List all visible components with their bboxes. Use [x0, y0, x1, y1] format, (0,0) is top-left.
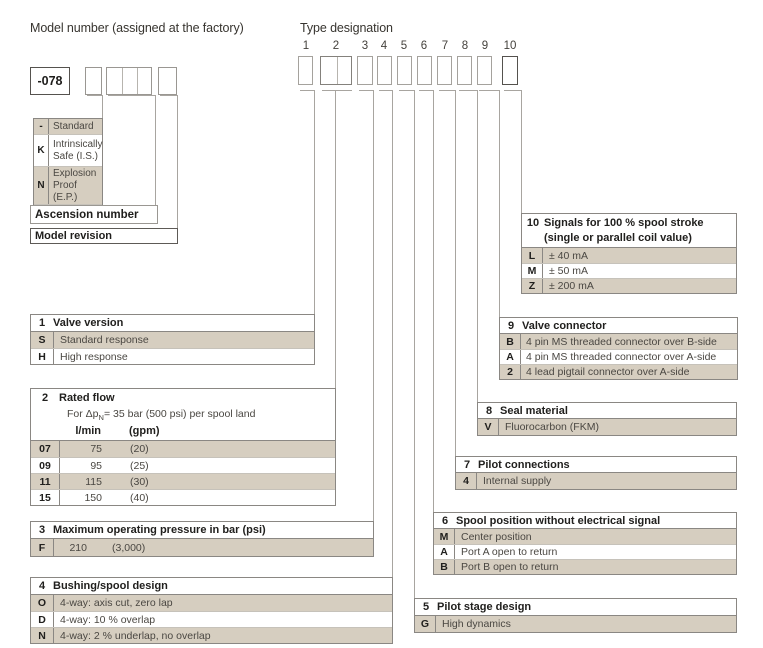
row-key: M	[522, 264, 543, 278]
connector-line	[479, 90, 499, 91]
digit-label-9: 9	[481, 40, 489, 52]
type-box-7	[437, 56, 452, 85]
digit-label-3: 3	[361, 40, 369, 52]
connector-line-3	[373, 90, 374, 521]
digit-label-10: 10	[503, 40, 517, 52]
row-label: Center position	[461, 530, 532, 543]
box-divider	[337, 57, 338, 84]
row-gpm: (40)	[130, 491, 149, 504]
table-row	[500, 334, 737, 349]
table-factory-code	[33, 118, 103, 212]
table-seal-material	[477, 402, 737, 436]
row-label: Internal supply	[483, 475, 552, 487]
connector-line	[87, 95, 103, 96]
connector-line-10	[521, 90, 522, 213]
row-key: V	[478, 419, 499, 435]
type-box-10	[502, 56, 518, 85]
digit-label-2: 2	[332, 40, 340, 52]
digit-label-8: 8	[461, 40, 469, 52]
table-number: 8	[485, 404, 493, 417]
digit-label-4: 4	[380, 40, 388, 52]
digit-label-5: 5	[400, 40, 408, 52]
row-label: Fluorocarbon (FKM)	[505, 421, 599, 433]
table-row	[34, 119, 102, 134]
table-number: 6	[441, 514, 449, 527]
row-key: K	[34, 135, 49, 166]
table-number: 9	[507, 319, 515, 332]
factory-code-box	[85, 67, 102, 95]
type-box-3	[357, 56, 373, 85]
row-label: Port A open to return	[461, 546, 558, 558]
row-label: High dynamics	[442, 618, 511, 630]
table-header	[415, 599, 736, 616]
table-header	[31, 389, 335, 441]
row-key: L	[522, 248, 543, 263]
table-row	[31, 595, 392, 611]
table-valve-version	[30, 314, 315, 365]
connector-line-8	[477, 90, 478, 402]
row-lmin: 75	[90, 443, 102, 455]
table-row	[31, 348, 314, 364]
row-key: B	[500, 334, 521, 349]
table-spool-position	[433, 512, 737, 575]
row-key: N	[34, 167, 49, 204]
table-title-line2: (single or parallel coil value)	[544, 231, 692, 244]
table-header	[434, 513, 736, 529]
table-row	[31, 627, 392, 643]
connector-line	[102, 95, 103, 118]
connector-line	[322, 90, 352, 91]
row-gpm: (20)	[130, 443, 149, 455]
table-pilot-stage-design	[414, 598, 737, 633]
type-box-4	[377, 56, 392, 85]
table-title: Rated flow	[59, 391, 115, 404]
row-key: 4	[456, 473, 477, 489]
table-row	[31, 473, 335, 489]
table-row	[456, 473, 736, 489]
connector-line	[300, 90, 315, 91]
table-number: 1	[38, 317, 46, 329]
subtitle-prefix: For Δp	[67, 408, 99, 420]
table-row	[31, 539, 373, 556]
table-row	[31, 489, 335, 505]
ascension-number-box	[106, 67, 152, 95]
row-label: ± 40 mA	[549, 249, 589, 262]
connector-line	[108, 95, 155, 96]
connector-line	[155, 95, 156, 205]
table-signals	[521, 213, 737, 294]
table-header	[478, 403, 736, 419]
connector-line-1	[314, 90, 315, 314]
table-title: Valve connector	[522, 319, 607, 332]
table-header	[522, 214, 736, 248]
table-row	[522, 278, 736, 293]
table-number: 10	[526, 217, 540, 229]
row-label: Intrinsically Safe (I.S.)	[53, 138, 103, 162]
row-key: H	[31, 349, 54, 364]
row-bar: 210	[69, 541, 87, 554]
row-psi: (3,000)	[112, 541, 146, 554]
table-subtitle	[31, 406, 335, 422]
ascension-number-label: Ascension number	[30, 205, 158, 224]
row-key: -	[34, 119, 49, 134]
connector-line	[419, 90, 433, 91]
type-box-6	[417, 56, 432, 85]
digit-label-1: 1	[302, 40, 310, 52]
row-key: F	[31, 539, 54, 556]
table-number: 2	[41, 391, 49, 404]
row-key: N	[31, 628, 54, 643]
row-key: 09	[31, 458, 60, 473]
table-row	[31, 441, 335, 457]
connector-line-7	[455, 90, 456, 456]
connector-line	[504, 90, 521, 91]
table-header	[31, 578, 392, 595]
table-number: 5	[422, 601, 430, 613]
connector-line	[399, 90, 414, 91]
table-pilot-connections	[455, 456, 737, 490]
type-box-5	[397, 56, 412, 85]
table-row	[500, 364, 737, 379]
row-key: S	[31, 332, 54, 348]
table-row	[31, 457, 335, 473]
table-bushing-spool-design	[30, 577, 393, 644]
row-lmin: 115	[85, 475, 102, 488]
row-key: A	[500, 350, 521, 364]
row-key: 07	[31, 441, 60, 457]
subtitle-subscript: N	[98, 412, 104, 422]
row-label: 4 pin MS threaded connector over B-side	[526, 335, 717, 348]
row-gpm: (25)	[130, 459, 149, 472]
type-box-9	[477, 56, 492, 85]
row-label: 4-way: axis cut, zero lap	[60, 597, 173, 609]
row-label: Port B open to return	[461, 561, 559, 573]
row-key: A	[434, 545, 455, 559]
row-label: Standard	[53, 120, 94, 132]
model-revision-label: Model revision	[30, 228, 178, 244]
table-title: Maximum operating pressure in bar (psi)	[53, 524, 266, 536]
column-header-gpm: (gpm)	[129, 425, 160, 437]
table-row	[434, 529, 736, 544]
row-key: M	[434, 529, 455, 544]
table-row	[31, 611, 392, 627]
connector-line	[177, 95, 178, 228]
connector-line	[359, 90, 374, 91]
table-row	[522, 248, 736, 263]
type-box-2	[320, 56, 352, 85]
type-box-8	[457, 56, 472, 85]
row-key: Z	[522, 279, 543, 293]
table-header	[31, 522, 373, 539]
table-row	[434, 544, 736, 559]
table-title: Spool position without electrical signal	[456, 514, 661, 527]
connector-line	[439, 90, 455, 91]
model-revision-box	[158, 67, 177, 95]
row-key: D	[31, 612, 54, 627]
table-title: Valve version	[53, 317, 124, 329]
table-title: Pilot stage design	[437, 601, 532, 613]
row-label: High response	[60, 350, 128, 363]
model-prefix-value: -078	[37, 74, 63, 88]
row-label: 4-way: 10 % overlap	[60, 613, 156, 626]
table-number: 3	[38, 524, 46, 536]
table-title: Bushing/spool design	[53, 580, 168, 592]
table-header	[456, 457, 736, 473]
row-key: 2	[500, 365, 521, 379]
table-row	[522, 263, 736, 278]
row-label: 4 pin MS threaded connector over A-side	[526, 351, 717, 363]
table-row	[31, 332, 314, 348]
box-divider	[122, 68, 123, 94]
row-key: G	[415, 616, 436, 632]
row-label: Explosion Proof (E.P.)	[53, 168, 97, 203]
row-key: 11	[31, 474, 60, 489]
table-number: 7	[463, 458, 471, 471]
model-number-title: Model number (assigned at the factory)	[30, 21, 244, 35]
row-lmin: 150	[84, 491, 102, 504]
model-prefix-box	[30, 67, 70, 95]
row-key: 15	[31, 490, 60, 505]
connector-line-2	[335, 90, 336, 388]
digit-label-6: 6	[420, 40, 428, 52]
connector-line	[379, 90, 393, 91]
table-header	[500, 318, 737, 334]
table-title-line1: Signals for 100 % spool stroke	[544, 217, 704, 229]
column-header-lmin: l/min	[75, 425, 101, 437]
table-max-pressure	[30, 521, 374, 557]
table-number: 4	[38, 580, 46, 592]
table-row	[434, 559, 736, 574]
row-label: ± 200 mA	[549, 280, 594, 292]
table-title: Pilot connections	[478, 458, 570, 471]
box-divider	[137, 68, 138, 94]
table-row	[415, 616, 736, 632]
row-label: ± 50 mA	[549, 265, 589, 277]
digit-label-7: 7	[441, 40, 449, 52]
row-lmin: 95	[90, 459, 102, 472]
connector-line-9	[499, 90, 500, 317]
row-gpm: (30)	[130, 475, 149, 488]
row-key: B	[434, 560, 455, 574]
row-label: 4-way: 2 % underlap, no overlap	[60, 629, 211, 642]
connector-line-6	[433, 90, 434, 512]
table-header	[31, 315, 314, 332]
connector-line-4	[392, 90, 393, 577]
connector-line	[160, 95, 177, 96]
table-row	[34, 166, 102, 204]
type-designation-title: Type designation	[300, 21, 393, 35]
row-label: Standard response	[60, 334, 149, 346]
connector-line-5	[414, 90, 415, 598]
type-box-1	[298, 56, 313, 85]
table-valve-connector	[499, 317, 738, 380]
connector-line	[459, 90, 477, 91]
row-key: O	[31, 595, 54, 611]
table-rated-flow	[30, 388, 336, 506]
table-title: Seal material	[500, 404, 568, 417]
table-row	[500, 349, 737, 364]
subtitle-suffix: = 35 bar (500 psi) per spool land	[103, 408, 256, 420]
table-row	[478, 419, 736, 435]
table-row	[34, 134, 102, 166]
row-label: 4 lead pigtail connector over A-side	[526, 366, 690, 378]
